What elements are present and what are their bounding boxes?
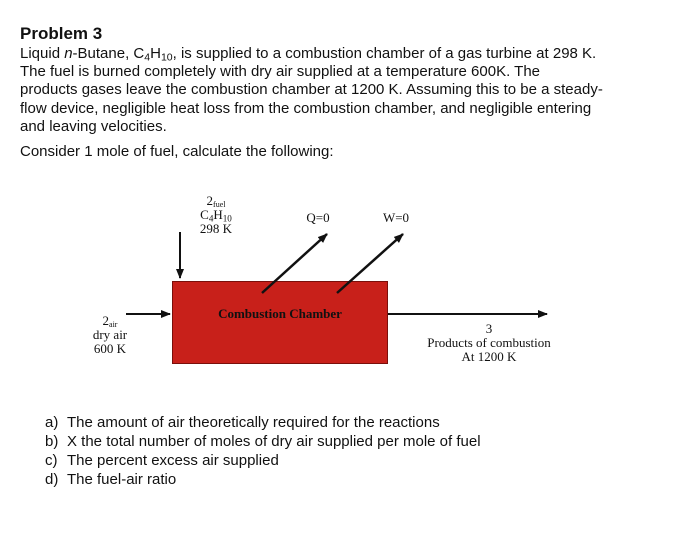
- text-fragment: H: [150, 45, 161, 62]
- text-fragment: -Butane, C: [72, 45, 145, 62]
- fuel-label: [186, 194, 246, 236]
- question-marker: c): [45, 452, 58, 469]
- question-item: [45, 413, 481, 432]
- formula-h: H: [213, 207, 223, 222]
- air-label: [82, 314, 138, 356]
- air-name: dry air: [92, 327, 128, 342]
- problem-title: Problem 3: [20, 24, 103, 43]
- question-item: [45, 432, 481, 451]
- products-temperature: At 1200 K: [461, 349, 517, 364]
- subscript: 10: [160, 51, 173, 64]
- statement-line-5: and leaving velocities.: [20, 117, 167, 135]
- question-item: [45, 451, 481, 470]
- combustion-chamber-label: Combustion Chamber: [218, 306, 342, 321]
- statement-line-3: products gases leave the combustion chamber at 1200 K. Assuming this to be a steady-: [20, 81, 603, 99]
- statement-line-4: flow device, negligible heat loss from the combustion chamber, and negligible entering: [20, 99, 592, 117]
- air-temperature: 600 K: [93, 341, 127, 356]
- subscript: 4: [144, 51, 151, 64]
- question-text: The fuel-air ratio: [67, 471, 177, 488]
- fuel-formula: [186, 208, 246, 222]
- heat-label: Q=0: [306, 210, 330, 225]
- consider-line: Consider 1 mole of fuel, calculate the following:: [20, 143, 334, 160]
- work-label: W=0: [382, 210, 410, 225]
- subscript: 10: [222, 213, 232, 224]
- fuel-state-number: [186, 194, 246, 208]
- heat-transfer-arrow: [262, 234, 327, 293]
- question-marker: b): [45, 433, 59, 450]
- statement-line-2: The fuel is burned completely with dry air supplied at a temperature 600K. The: [20, 63, 541, 81]
- question-marker: a): [45, 414, 59, 431]
- products-state-number: 3: [485, 321, 493, 336]
- products-label: [417, 322, 561, 364]
- state-subscript: air: [109, 320, 118, 329]
- question-text: X the total number of moles of dry air supplied per mole of fuel: [67, 433, 481, 450]
- question-list: [45, 413, 481, 489]
- question-text: The percent excess air supplied: [67, 452, 279, 469]
- state-number: 2: [206, 193, 214, 208]
- question-marker: d): [45, 471, 59, 488]
- products-name: Products of combustion: [427, 335, 551, 350]
- state-subscript: fuel: [213, 200, 226, 209]
- text-fragment: Liquid: [20, 45, 65, 62]
- question-item: [45, 470, 481, 489]
- fuel-temperature: 298 K: [199, 221, 233, 236]
- formula-c: C: [200, 207, 209, 222]
- italic-n: n: [64, 45, 73, 62]
- question-text: The amount of air theoretically required for the reactions: [67, 414, 440, 431]
- work-transfer-arrow: [337, 234, 403, 293]
- air-state-number: [82, 314, 138, 328]
- subscript: 4: [208, 213, 214, 224]
- text-fragment: , is supplied to a combustion chamber of a gas turbine at 298 K.: [172, 45, 597, 62]
- state-number: 2: [102, 313, 110, 328]
